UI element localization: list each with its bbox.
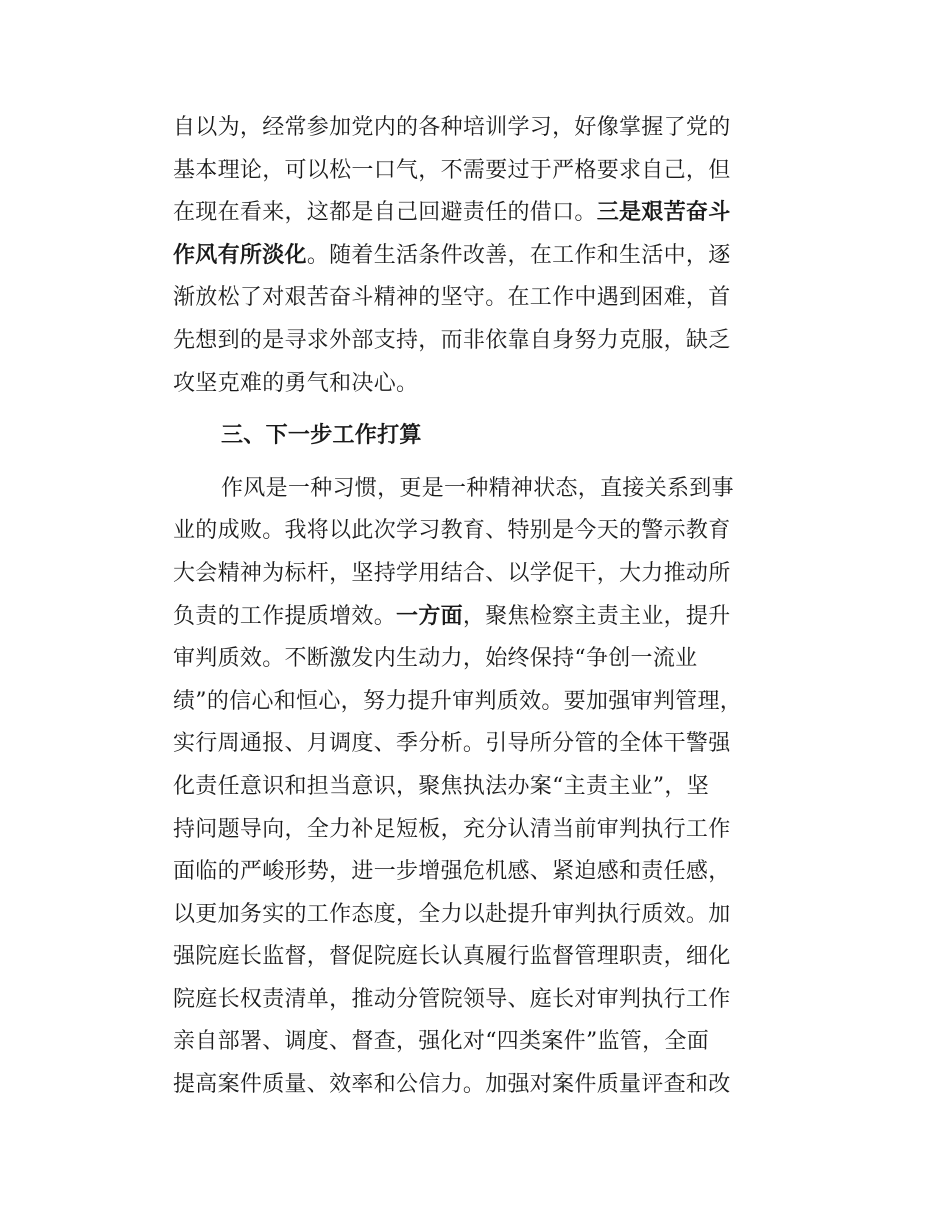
text-line xyxy=(173,1064,803,1107)
text-segment: 在现在看来，这都是自己回避责任的借口。 xyxy=(173,200,597,226)
text-segment: 渐放松了对艰苦奋斗精神的坚守。在工作中遇到困难，首 xyxy=(173,285,731,311)
text-segment: 大会精神为标杆，坚持学用结合、以学促干，大力推动所 xyxy=(173,560,731,586)
bold-text: 一方面 xyxy=(396,603,463,629)
text-line xyxy=(173,809,803,852)
text-segment: 攻坚克难的勇气和决心。 xyxy=(173,370,419,396)
text-line xyxy=(173,979,803,1022)
text-segment: 先想到的是寻求外部支持，而非依靠自身努力克服，缺乏 xyxy=(173,327,731,353)
text-line xyxy=(173,936,803,979)
text-segment: 实行周通报、月调度、季分析。引导所分管的全体干警强 xyxy=(173,731,731,757)
text-segment: 负责的工作提质增效。 xyxy=(173,603,397,629)
text-line xyxy=(173,320,803,363)
text-segment: 自以为，经常参加党内的各种培训学习，好像掌握了党的 xyxy=(173,115,731,140)
text-line xyxy=(173,723,803,766)
text-line xyxy=(173,553,803,596)
text-line xyxy=(173,681,803,724)
text-line xyxy=(173,277,803,320)
text-segment: 亲自部署、调度、督查，强化对“四类案件”监管，全面 xyxy=(173,1029,709,1055)
text-segment: 绩”的信心和恒心，努力提升审判质效。要加强审判管理， xyxy=(173,688,743,714)
text-line xyxy=(173,468,803,511)
document-page xyxy=(173,107,803,1107)
text-segment: 以更加务实的工作态度，全力以赴提升审判执行质效。加 xyxy=(173,901,731,927)
text-line xyxy=(173,638,803,681)
text-line xyxy=(173,596,803,639)
text-segment: 持问题导向，全力补足短板，充分认清当前审判执行工作 xyxy=(173,816,731,842)
text-line xyxy=(173,107,803,150)
bold-text: 作风有所淡化 xyxy=(173,242,307,268)
text-segment: 提高案件质量、效率和公信力。加强对案件质量评查和改 xyxy=(173,1072,731,1098)
text-segment: ，聚焦检察主责主业，提升 xyxy=(462,603,731,629)
text-line xyxy=(173,851,803,894)
text-segment: 强院庭长监督，督促院庭长认真履行监督管理职责，细化 xyxy=(173,944,731,970)
text-segment: 作风是一种习惯，更是一种精神状态，直接关系到事 xyxy=(221,475,734,501)
text-segment: 化责任意识和担当意识，聚焦执法办案“主责主业”，坚 xyxy=(173,773,709,799)
text-line xyxy=(173,192,803,235)
text-line xyxy=(173,894,803,937)
text-segment: 基本理论，可以松一口气，不需要过于严格要求自己，但 xyxy=(173,157,731,183)
bold-text: 三是艰苦奋斗 xyxy=(596,200,731,226)
text-segment: 院庭长权责清单，推动分管院领导、庭长对审判执行工作 xyxy=(173,986,731,1012)
text-line xyxy=(173,766,803,809)
text-line xyxy=(173,363,803,406)
text-segment: 。随着生活条件改善，在工作和生活中，逐 xyxy=(306,242,731,268)
text-line xyxy=(173,235,803,278)
section-heading: 三、下一步工作打算 xyxy=(221,423,422,449)
text-line xyxy=(173,150,803,193)
text-segment: 审判质效。不断激发内生动力，始终保持“争创一流业 xyxy=(173,646,698,672)
text-line xyxy=(173,510,803,553)
text-segment: 业的成败。我将以此次学习教育、特别是今天的警示教育 xyxy=(173,518,731,544)
text-line xyxy=(173,1021,803,1064)
text-segment: 面临的严峻形势，进一步增强危机感、紧迫感和责任感， xyxy=(173,859,731,885)
